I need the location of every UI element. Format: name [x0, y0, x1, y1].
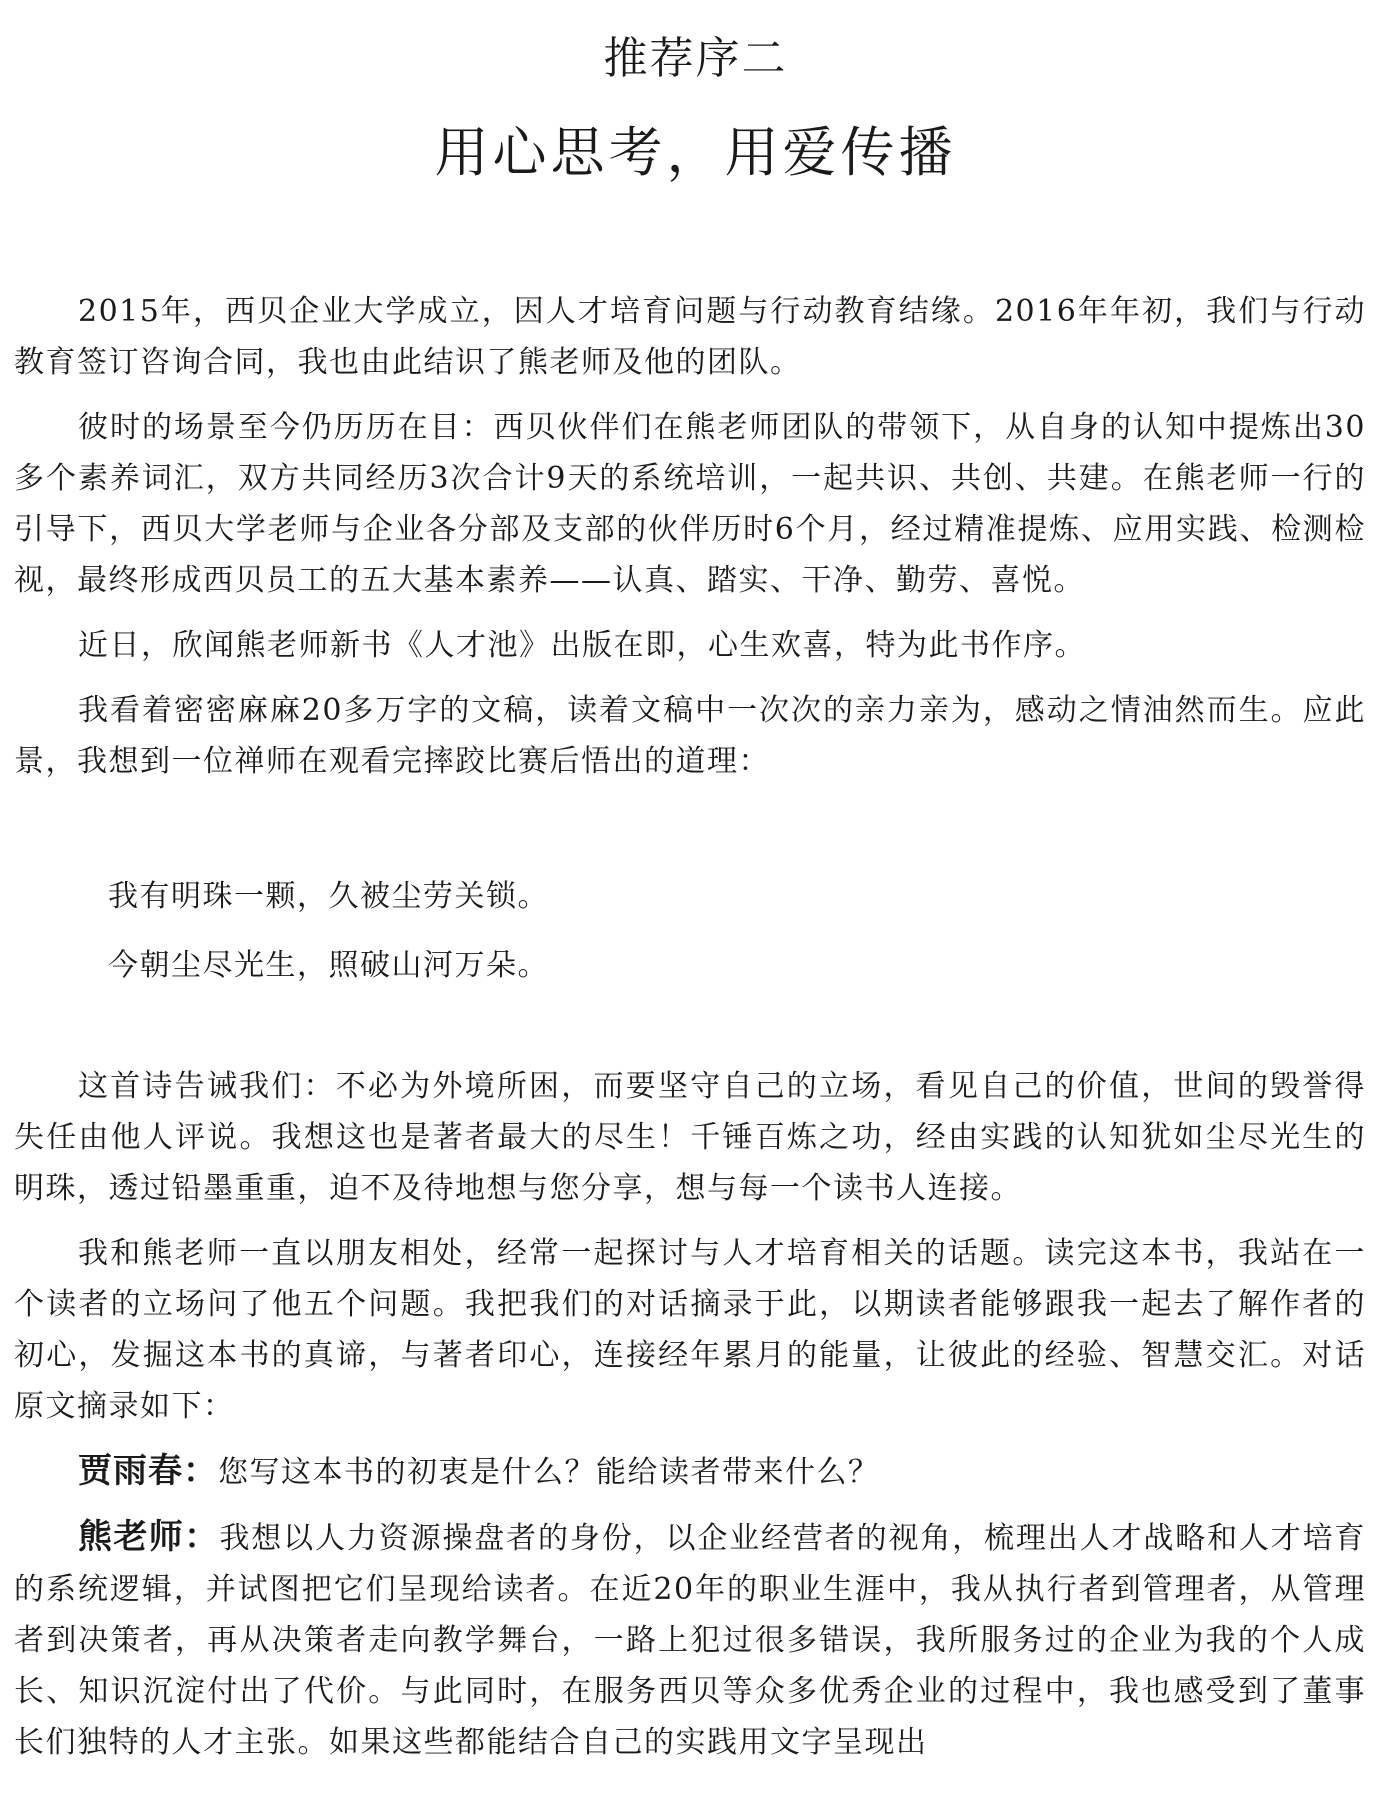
- dialog-text: 我想以人力资源操盘者的身份，以企业经营者的视角，梳理出人才战略和人才培育的系统逻辑，并试图把它们呈现给读者。在近20年的职业生涯中，我从执行者到管理者，从管理者到决策者，再从决策者走向教学舞台，一路上犯过很多错误，我所服务过的企业为我的个人成长、知识沉淀付出了代价。与此同时，在服务西贝等众多优秀企业的过程中，我也感受到了董事长们独特的人才主张。如果这些都能结合自己的实践用文字呈现出: [14, 1521, 1367, 1760]
- poem-line: 我有明珠一颗，久被尘劳关锁。: [108, 879, 549, 914]
- section-label: 推荐序二: [603, 33, 788, 84]
- dialog-block: [14, 1446, 1366, 1768]
- dialog-text: 您写这本书的初衷是什么？能给读者带来什么？: [218, 1455, 880, 1490]
- paragraph: 这首诗告诫我们：不必为外境所困，而要坚守自己的立场，看见自己的价值，世间的毁誉得失任由他人评说。我想这也是著者最大的尽生！千锤百炼之功，经由实践的认知犹如尘尽光生的明珠，透过铅墨重重，迫不及待地想与您分享，想与每一个读书人连接。: [14, 1069, 1366, 1206]
- dialog-entry: [14, 1512, 1366, 1768]
- paragraph: 我看着密密麻麻20多万字的文稿，读着文稿中一次次的亲力亲为，感动之情油然而生。应此景，我想到一位禅师在观看完摔跤比赛后悟出的道理：: [14, 693, 1366, 779]
- poem-line: 今朝尘尽光生，照破山河万朵。: [108, 948, 549, 983]
- speaker-label: 贾雨春：: [78, 1451, 218, 1491]
- paragraph: 彼时的场景至今仍历历在目：西贝伙伴们在熊老师团队的带领下，从自身的认知中提炼出30多个素养词汇，双方共同经历3次合计9天的系统培训，一起共识、共创、共建。在熊老师一行的引导下，西贝大学老师与企业各分部及支部的伙伴历时6个月，经过精准提炼、应用实践、检测检视，最终形成西贝员工的五大基本素养——认真、踏实、干净、勤劳、喜悦。: [14, 410, 1366, 598]
- paragraph: 近日，欣闻熊老师新书《人才池》出版在即，心生欢喜，特为此书作序。: [78, 628, 1086, 663]
- page-title: 用心思考，用爱传播: [434, 121, 957, 184]
- body-text: [14, 286, 1366, 1782]
- paragraph: 2015年，西贝企业大学成立，因人才培育问题与行动教育结缘。2016年年初，我们与行动教育签订咨询合同，我也由此结识了熊老师及他的团队。: [14, 294, 1366, 380]
- dialog-entry: [14, 1446, 1366, 1498]
- speaker-label: 熊老师：: [78, 1517, 220, 1557]
- poem-block: [14, 871, 1366, 991]
- paragraph: 我和熊老师一直以朋友相处，经常一起探讨与人才培育相关的话题。读完这本书，我站在一个读者的立场问了他五个问题。我把我们的对话摘录于此，以期读者能够跟我一起去了解作者的初心，发掘这本书的真谛，与著者印心，连接经年累月的能量，让彼此的经验、智慧交汇。对话原文摘录如下：: [14, 1236, 1366, 1424]
